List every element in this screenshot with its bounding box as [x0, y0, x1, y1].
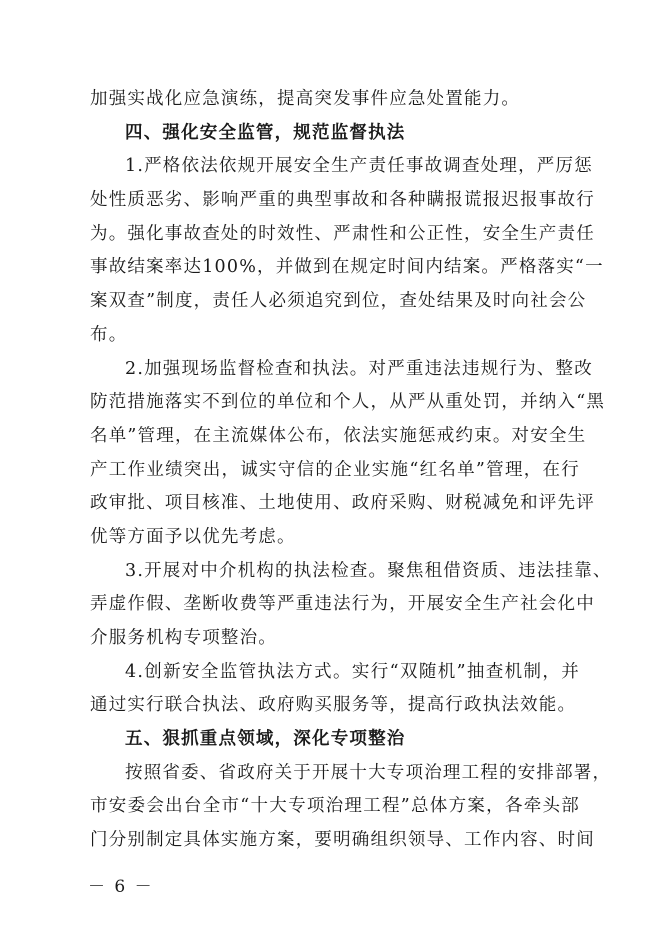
paragraph-line: 1.严格依法依规开展安全生产责任事故调查处理，严厉惩	[125, 156, 593, 177]
paragraph-line: 产工作业绩突出，诚实守信的企业实施“红名单”管理，在行	[90, 459, 580, 480]
paragraph-line: 4.创新安全监管执法方式。实行“双随机”抽查机制，并	[125, 661, 580, 682]
paragraph-line: 事故结案率达100%，并做到在规定时间内结案。严格落实“一	[90, 257, 604, 278]
paragraph-line: 为。强化事故查处的时效性、严肃性和公正性，安全生产责任	[90, 223, 595, 244]
paragraph-line: 案双查”制度，责任人必须追究到位，查处结果及时向社会公	[90, 291, 587, 312]
paragraph-line: 政审批、项目核准、土地使用、政府采购、财税减免和评先评	[90, 493, 595, 514]
paragraph-line: 处性质恶劣、影响严重的典型事故和各种瞒报谎报迟报事故行	[90, 190, 595, 211]
paragraph-line: 弄虚作假、垄断收费等严重违法行为，开展安全生产社会化中	[90, 594, 595, 615]
section-heading: 四、强化安全监管，规范监督执法	[125, 122, 406, 143]
paragraph-line: 按照省委、省政府关于开展十大专项治理工程的安排部署，	[125, 762, 612, 783]
paragraph-line: 介服务机构专项整治。	[90, 628, 277, 648]
paragraph-line: 市安委会出台全市“十大专项治理工程”总体方案，各牵头部	[90, 796, 580, 817]
document-body	[90, 83, 612, 858]
page-number: － 6 －	[88, 877, 154, 897]
paragraph-line: 3.开展对中介机构的执法检查。聚焦租借资质、违法挂靠、	[125, 560, 612, 581]
section-heading: 五、狠抓重点领域，深化专项整治	[125, 729, 406, 750]
paragraph-line: 布。	[90, 324, 128, 345]
paragraph-line: 门分别制定具体实施方案，要明确组织领导、工作内容、时间	[90, 830, 595, 851]
paragraph-line: 加强实战化应急演练，提高突发事件应急处置能力。	[90, 89, 521, 109]
paragraph-line: 通过实行联合执法、政府购买服务等，提高行政执法效能。	[90, 695, 577, 716]
paragraph-line: 名单”管理，在主流媒体公布，依法实施惩戒约束。对安全生	[90, 425, 587, 446]
paragraph-line: 2.加强现场监督检查和执法。对严重违法违规行为、整改	[125, 358, 593, 379]
paragraph-line: 优等方面予以优先考虑。	[90, 526, 296, 547]
paragraph-line: 防范措施落实不到位的单位和个人，从严从重处罚，并纳入“黑	[90, 392, 606, 413]
